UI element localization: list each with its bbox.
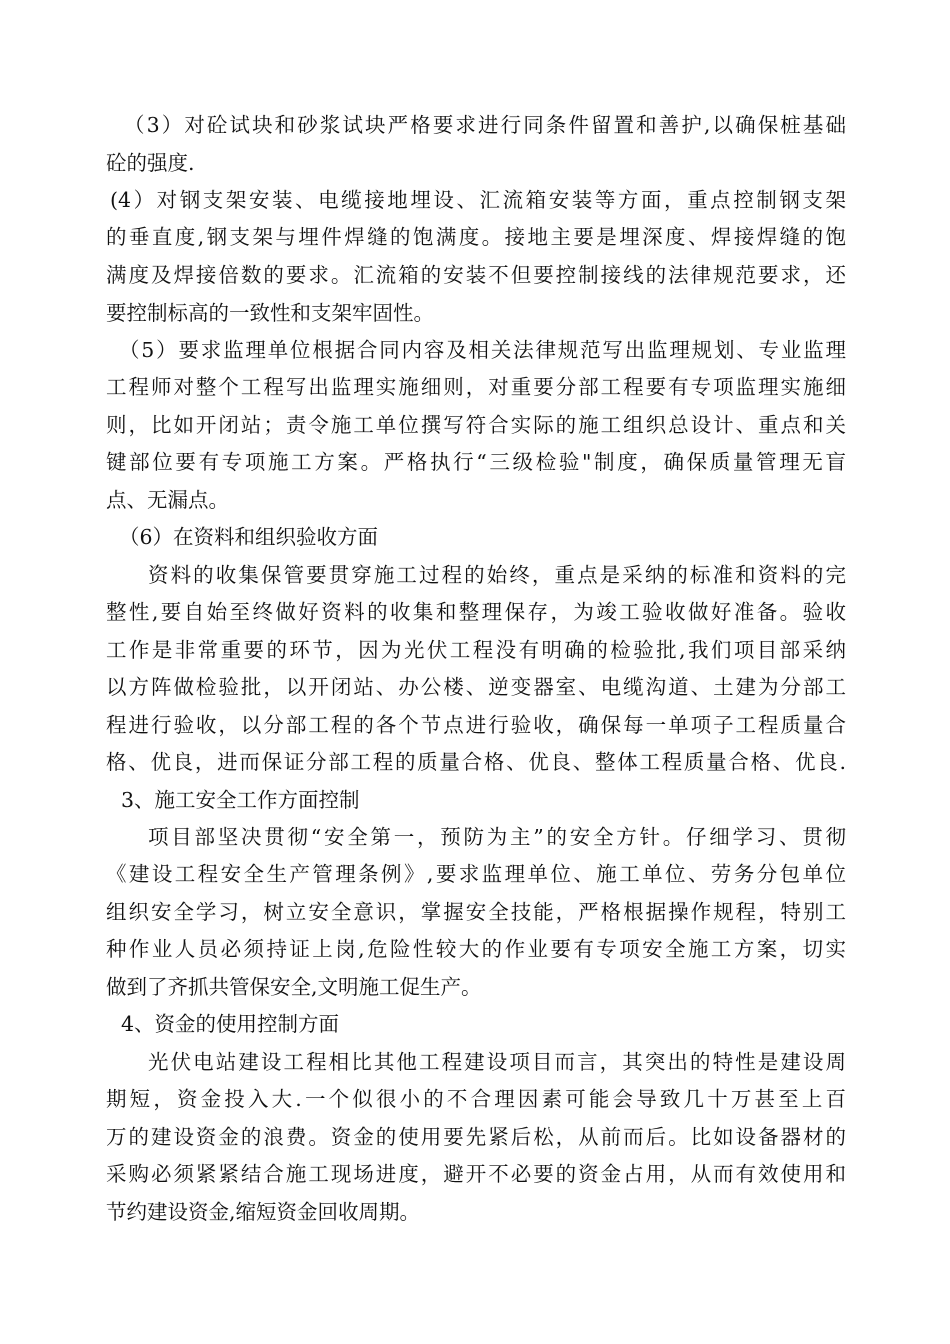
paragraph-line: 期短，资金投入大.一个似很小的不合理因素可能会导致几十万甚至上百 xyxy=(106,1087,846,1111)
paragraph-line: 组织安全学习，树立安全意识，掌握安全技能，严格根据操作规程，特别工 xyxy=(106,900,846,924)
paragraph-line: 以方阵做检验批，以开闭站、办公楼、逆变器室、电缆沟道、土建为分部工 xyxy=(106,675,846,699)
paragraph-line: 种作业人员必须持证上岗,危险性较大的作业要有专项安全施工方案，切实 xyxy=(106,937,846,961)
paragraph-line: 工程师对整个工程写出监理实施细则，对重要分部工程要有专项监理实施细 xyxy=(106,375,846,399)
paragraph-line: 点、无漏点。 xyxy=(106,488,229,512)
paragraph-line: （3）对砼试块和砂浆试块严格要求进行同条件留置和善护,以确保桩基础 xyxy=(124,113,846,137)
paragraph-line: 采购必须紧紧结合施工现场进度，避开不必要的资金占用，从而有效使用和 xyxy=(106,1162,846,1186)
paragraph-line: 光伏电站建设工程相比其他工程建设项目而言，其突出的特性是建设周 xyxy=(148,1050,846,1074)
paragraph-line: 《建设工程安全生产管理条例》,要求监理单位、施工单位、劳务分包单位 xyxy=(106,862,846,886)
paragraph-line: 键部位要有专项施工方案。严格执行“三级检验"制度，确保质量管理无盲 xyxy=(106,450,846,474)
paragraph-line: 程进行验收，以分部工程的各个节点进行验收，确保每一单项子工程质量合 xyxy=(106,713,846,737)
paragraph-line: 整性,要自始至终做好资料的收集和整理保存，为竣工验收做好准备。验收 xyxy=(106,600,846,624)
paragraph-line: 要控制标高的一致性和支架牢固性。 xyxy=(106,301,434,325)
paragraph-line: (4）对钢支架安装、电缆接地埋设、汇流箱安装等方面，重点控制钢支架 xyxy=(110,188,846,212)
paragraph-line: 项目部坚决贯彻“安全第一，预防为主”的安全方针。仔细学习、贯彻 xyxy=(148,825,846,849)
paragraph-line: 节约建设资金,缩短资金回收周期。 xyxy=(106,1200,421,1224)
paragraph-line: 资料的收集保管要贯穿施工过程的始终，重点是采纳的标准和资料的完 xyxy=(148,563,846,587)
paragraph-line: 则，比如开闭站；责令施工单位撰写符合实际的施工组织总设计、重点和关 xyxy=(106,413,846,437)
paragraph-line: 格、优良，进而保证分部工程的质量合格、优良、整体工程质量合格、优良. xyxy=(106,750,846,774)
paragraph-line: 的垂直度,钢支架与埋件焊缝的饱满度。接地主要是埋深度、焊接焊缝的饱 xyxy=(106,225,846,249)
paragraph-line: 满度及焊接倍数的要求。汇流箱的安装不但要控制接线的法律规范要求，还 xyxy=(106,263,846,287)
paragraph-line: 万的建设资金的浪费。资金的使用要先紧后松，从前而后。比如设备器材的 xyxy=(106,1125,846,1149)
paragraph-line: 工作是非常重要的环节，因为光伏工程没有明确的检验批,我们项目部采纳 xyxy=(106,638,846,662)
subsection-heading: （6）在资料和组织验收方面 xyxy=(119,525,379,549)
section-heading: 4、资金的使用控制方面 xyxy=(121,1012,340,1036)
section-heading: 3、施工安全工作方面控制 xyxy=(121,788,360,812)
paragraph-line: （5）要求监理单位根据合同内容及相关法律规范写出监理规划、专业监理 xyxy=(119,338,846,362)
paragraph-line: 做到了齐抓共管保安全,文明施工促生产。 xyxy=(106,975,482,999)
paragraph-line: 砼的强度. xyxy=(106,151,195,175)
